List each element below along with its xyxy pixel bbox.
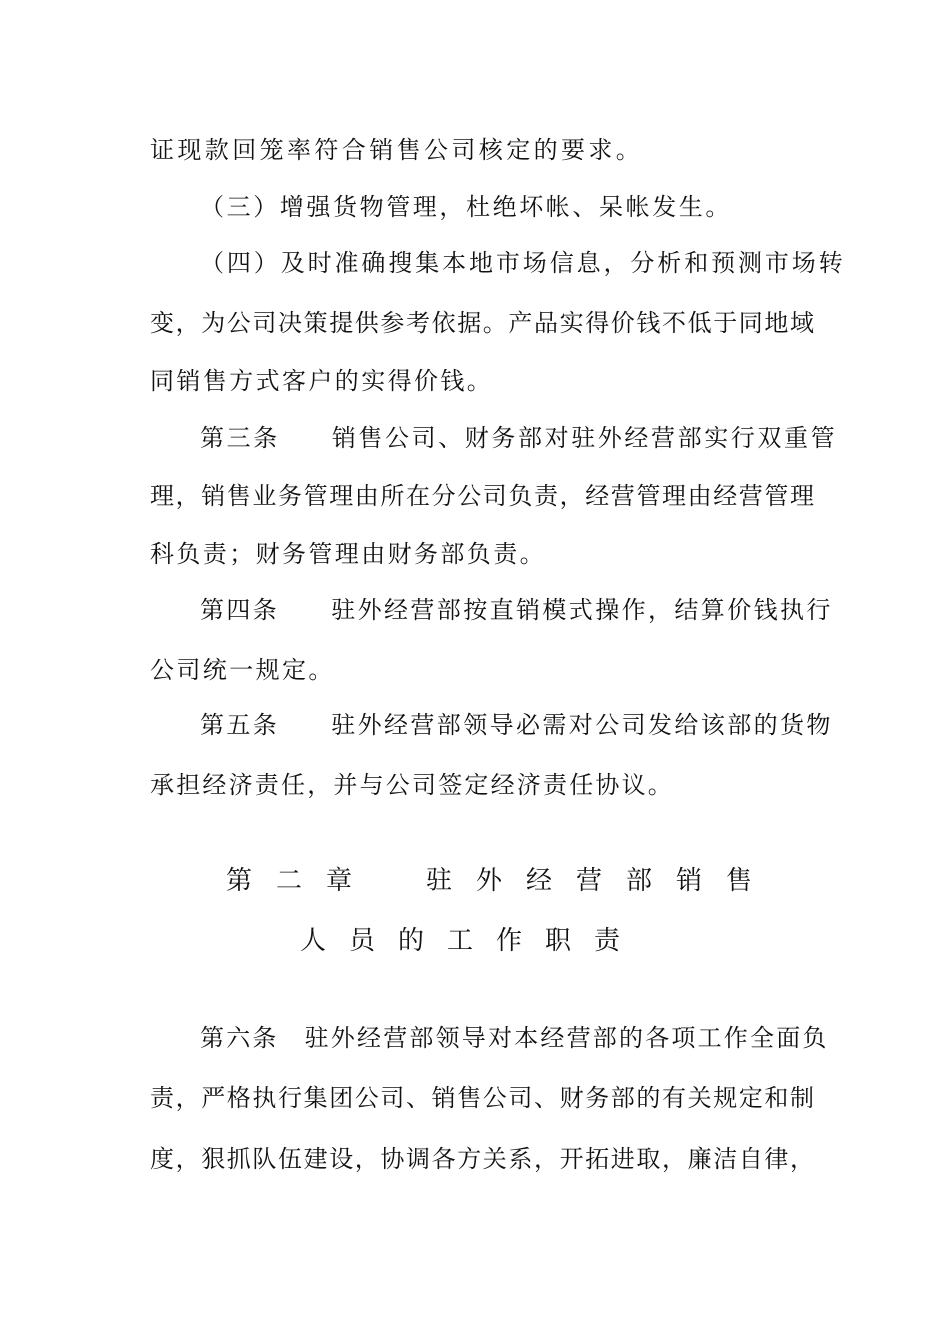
article-label: 第六条 [200, 1024, 279, 1052]
article-text: 驻外经营部领导对本经营部的各项工作全面负 [304, 1024, 829, 1052]
paragraph-line: 责，严格执行集团公司、销售公司、财务部的有关规定和制 [150, 1084, 816, 1112]
article-label: 第四条 [200, 596, 280, 624]
article-text: 销售公司、财务部对驻外经营部实行双重管 [331, 424, 838, 452]
paragraph-line: 理，销售业务管理由所在分公司负责，经营管理由经营管理 [150, 482, 816, 510]
article-text: 驻外经营部领导必需对公司发给该部的货物 [331, 711, 833, 739]
paragraph-line: 公司统一规定。 [150, 656, 335, 684]
chapter-number: 第二章 [226, 866, 377, 896]
article-label: 第五条 [200, 711, 280, 739]
paragraph-line: 变，为公司决策提供参考依据。产品实得价钱不低于同地域 [150, 309, 816, 337]
paragraph-line: 科负责；财务管理由财务部负责。 [150, 540, 546, 568]
chapter-heading-line-2 [300, 926, 643, 956]
article-5-first-line [200, 711, 833, 739]
article-4-first-line [200, 596, 833, 624]
paragraph-line: （四）及时准确搜集本地市场信息，分析和预测市场转 [200, 249, 846, 277]
article-3-first-line [200, 424, 838, 452]
paragraph-line: 承担经济责任，并与公司签定经济责任协议。 [150, 771, 674, 799]
paragraph-line: 证现款回笼率符合销售公司核定的要求。 [150, 136, 644, 164]
article-text: 驻外经营部按直销模式操作，结算价钱执行 [331, 596, 833, 624]
paragraph-line: 度，狠抓队伍建设，协调各方关系，开拓进取，廉洁自律， [150, 1145, 816, 1173]
article-6-first-line [200, 1024, 829, 1052]
article-label: 第三条 [200, 424, 280, 452]
chapter-heading-line-1 [226, 866, 776, 896]
paragraph-line: 同销售方式客户的实得价钱。 [150, 367, 494, 395]
chapter-title-continued: 人员的工作职责 [300, 926, 644, 956]
chapter-title: 驻外经营部销售 [426, 866, 777, 896]
paragraph-line: （三）增强货物管理，杜绝坏帐、呆帐发生。 [200, 193, 732, 221]
